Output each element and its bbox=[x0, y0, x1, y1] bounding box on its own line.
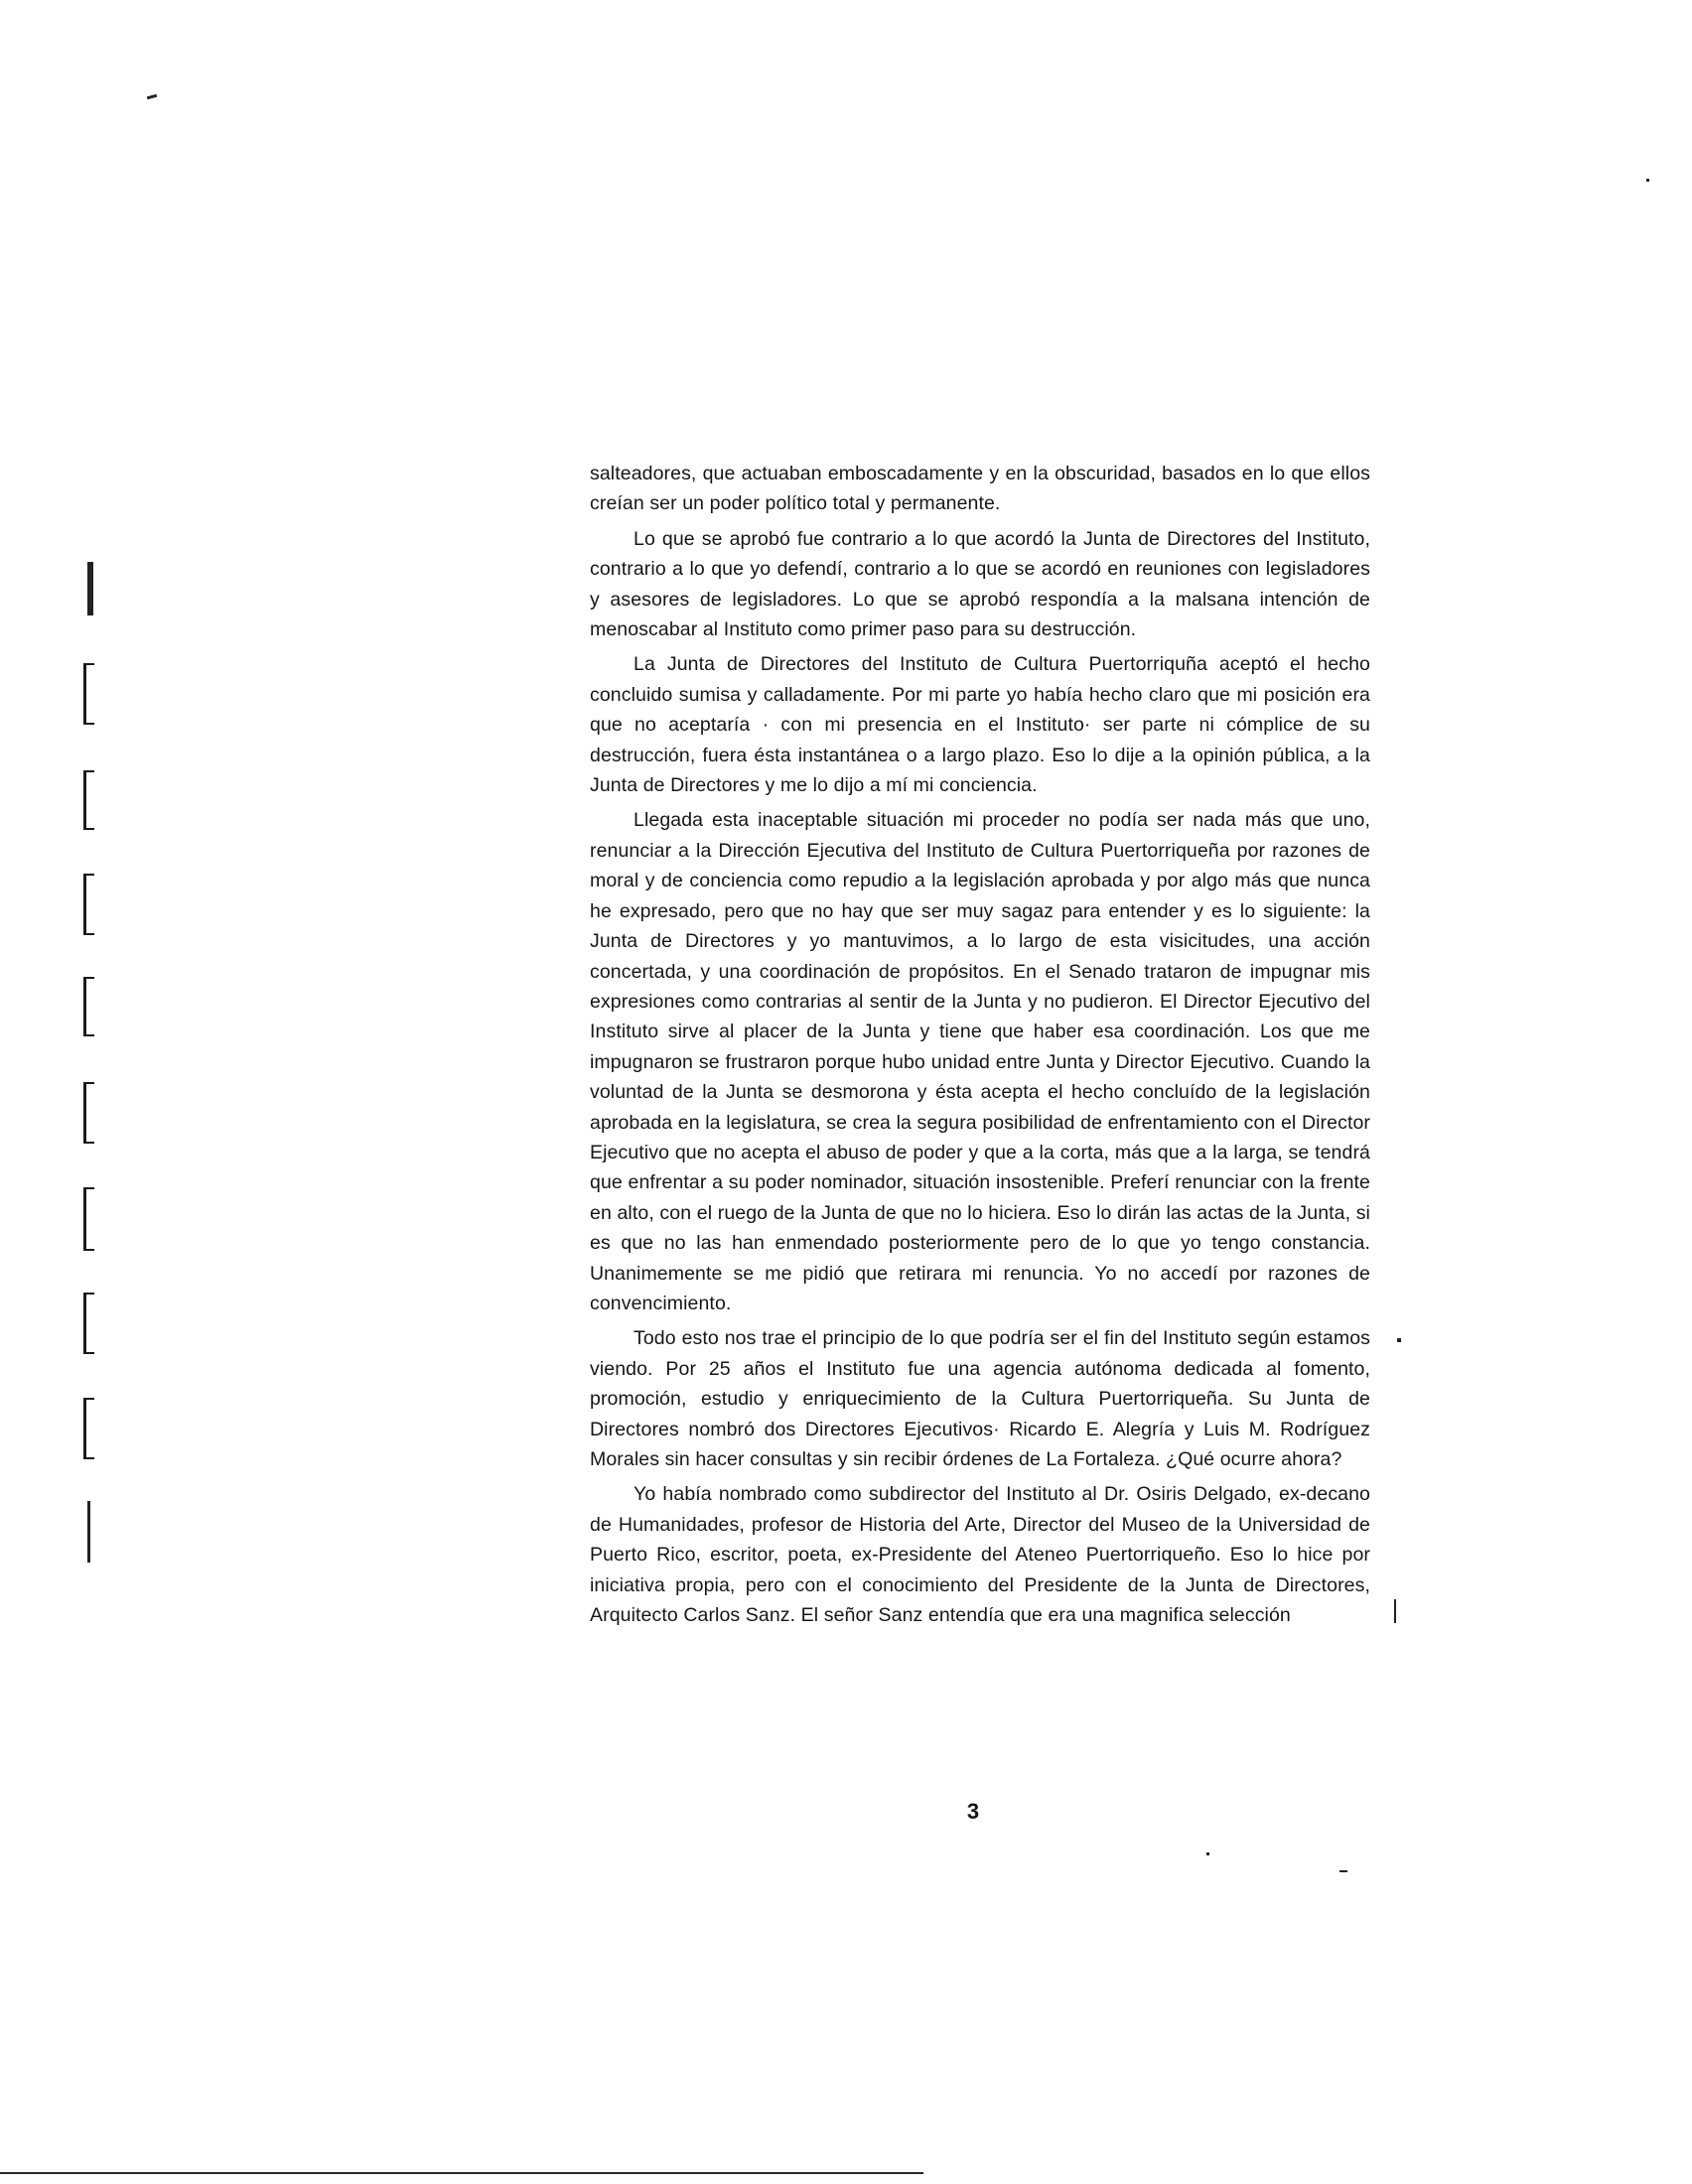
binder-mark bbox=[83, 1187, 94, 1251]
binder-mark bbox=[87, 562, 93, 615]
binder-mark bbox=[83, 1293, 94, 1354]
paragraph-1: salteadores, que actuaban emboscadamente y en la obscuridad, basados en lo que ellos creían ser un poder político total y permanente. bbox=[590, 463, 1370, 515]
binder-mark bbox=[83, 977, 94, 1036]
binder-mark bbox=[83, 874, 94, 935]
scan-speck bbox=[1646, 179, 1649, 182]
page-number: 3 bbox=[966, 1799, 980, 1824]
binder-mark bbox=[83, 1398, 94, 1459]
paragraph-5: Todo esto nos trae el principio de lo que podría ser el fin del Instituto según estamos viendo. Por 25 años el Instituto fue una agencia autónoma dedicada al fomento, promoción, estudio y enriquecimiento de la Cultura Puertorriqueña. Su Junta de Directores nombró dos Directores Ejecutivos· Ricardo E. Alegría y Luis M. Rodríguez Morales sin hacer consultas y sin recibir órdenes de La Fortaleza. ¿Qué ocurre ahora? bbox=[590, 1327, 1370, 1470]
paragraph-2: Lo que se aprobó fue contrario a lo que acordó la Junta de Directores del Instituto, contrario a lo que yo defendí, contrario a lo que se acordó en reuniones con legisladores y asesores de legisladores. Lo que se aprobó respondía a la malsana intención de menoscabar al Instituto como primer paso para su destrucción. bbox=[590, 527, 1370, 641]
binder-mark bbox=[83, 663, 94, 725]
margin-mark bbox=[1394, 1599, 1396, 1623]
bottom-rule bbox=[0, 2172, 923, 2174]
paragraph-3: La Junta de Directores del Instituto de Cultura Puertorriquña aceptó el hecho concluido sumisa y calladamente. Por mi parte yo había hecho claro que mi posición era que no aceptaría · con mi presencia en el Instituto· ser parte ni cómplice de su destrucción, fuera ésta instantánea o a largo plazo. Eso lo dije a la opinión pública, a la Junta de Directores y me lo dijo a mí mi conciencia. bbox=[590, 653, 1370, 797]
scan-speck bbox=[147, 94, 157, 99]
margin-mark bbox=[1397, 1338, 1401, 1342]
binder-mark bbox=[83, 770, 94, 830]
paragraph-4: Llegada esta inaceptable situación mi proceder no podía ser nada más que uno, renunciar a la Dirección Ejecutiva del Instituto de Cultura Puertorriqueña por razones de moral y de conciencia como repudio a la legislación aprobada y por algo más que nunca he expresado, pero que no hay que ser muy sagaz para entender y es lo siguiente: la Junta de Directores y yo mantuvimos, a lo largo de esta visicitudes, una acción concertada, y una coordinación de propósitos. En el Senado trataron de impugnar mis expresiones como contrarias al sentir de la Junta y no pudieron. El Director Ejecutivo del Instituto sirve al placer de la Junta y tiene que haber esa coordinación. Los que me impugnaron se frustraron porque hubo unidad entre Junta y Director Ejecutivo. Cuando la voluntad de la Junta se desmorona y ésta acepta el hecho concluído de la legislación aprobada en la legislatura, se crea la segura posibilidad de enfrentamiento con el Director Ejecutivo que no acepta el abuso de poder y que a la corta, más que a la larga, se tendrá que enfrentar a su poder nominador, situación insostenible. Preferí renunciar con la frente en alto, con el ruego de la Junta de que no lo hiciera. Eso lo dirán las actas de la Junta, si es que no las han enmendado posteriormente pero de lo que yo tengo constancia. Unanimemente se me pidió que retirara mi renuncia. Yo no accedí por razones de convencimiento. bbox=[590, 809, 1370, 1314]
scan-speck bbox=[1206, 1852, 1209, 1855]
binder-mark bbox=[87, 1501, 90, 1563]
binder-mark bbox=[83, 1082, 94, 1144]
paragraph-6: Yo había nombrado como subdirector del Instituto al Dr. Osiris Delgado, ex-decano de Humanidades, profesor de Historia del Arte, Director del Museo de la Universidad de Puerto Rico, escritor, poeta, ex-Presidente del Ateneo Puertorriqueño. Eso lo hice por iniciativa propia, pero con el conocimiento del Presidente de la Junta de Directores, Arquitecto Carlos Sanz. El señor Sanz entendía que era una magnifica selección bbox=[590, 1483, 1370, 1627]
scan-speck bbox=[1340, 1870, 1347, 1872]
body-text bbox=[590, 459, 1370, 1635]
